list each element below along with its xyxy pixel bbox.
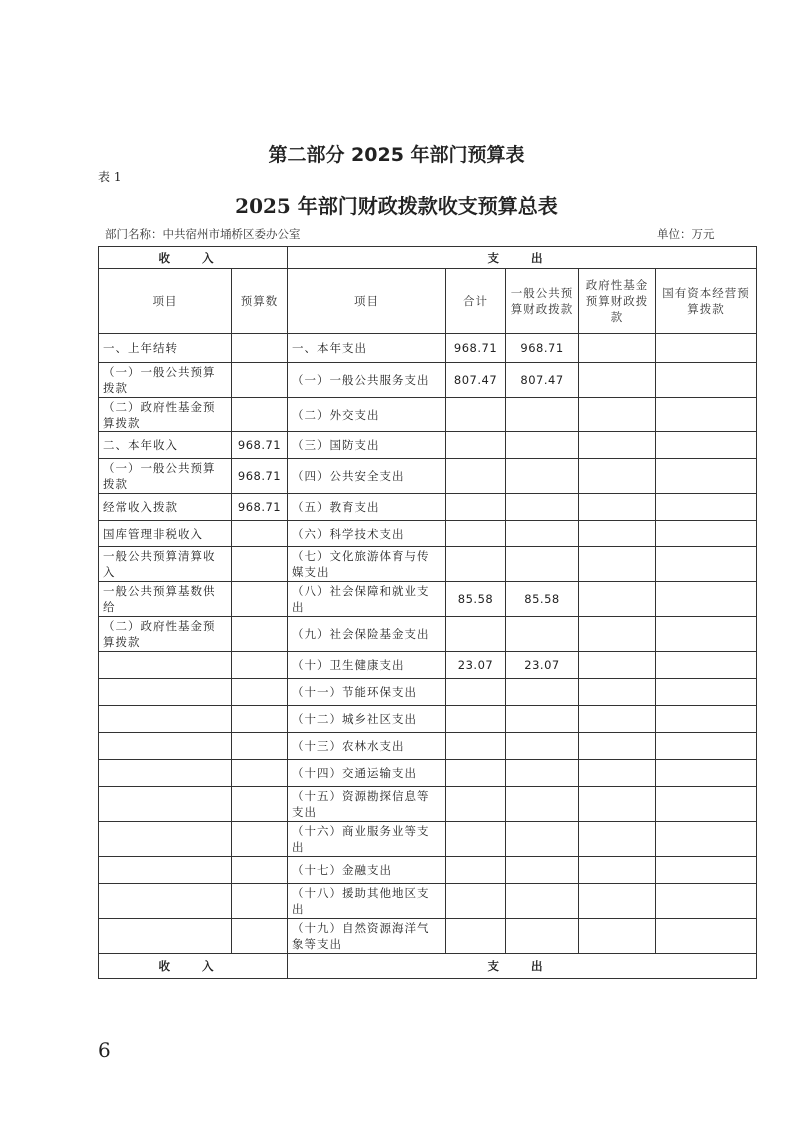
expense-item: （五）教育支出 xyxy=(288,494,446,521)
income-item xyxy=(99,919,232,954)
expense-item: 一、本年支出 xyxy=(288,334,446,363)
state-capital-amount xyxy=(656,652,757,679)
general-budget-amount xyxy=(506,432,579,459)
gov-fund-amount xyxy=(579,822,656,857)
col-general-budget: 一般公共预算财政拨款 xyxy=(506,269,579,334)
footer-row xyxy=(99,954,757,979)
income-item xyxy=(99,760,232,787)
gov-fund-amount xyxy=(579,652,656,679)
expense-item: （十七）金融支出 xyxy=(288,857,446,884)
table-row xyxy=(99,857,757,884)
state-capital-amount xyxy=(656,582,757,617)
general-budget-amount: 968.71 xyxy=(506,334,579,363)
total-amount xyxy=(446,919,506,954)
total-amount: 807.47 xyxy=(446,363,506,398)
gov-fund-amount xyxy=(579,884,656,919)
general-budget-amount xyxy=(506,521,579,547)
table-row xyxy=(99,582,757,617)
income-item xyxy=(99,857,232,884)
state-capital-amount xyxy=(656,857,757,884)
table-row xyxy=(99,432,757,459)
expense-item: （六）科学技术支出 xyxy=(288,521,446,547)
general-budget-amount xyxy=(506,787,579,822)
document-title: 2025 年部门财政拨款收支预算总表 xyxy=(235,194,558,218)
total-amount xyxy=(446,857,506,884)
expense-item: （十六）商业服务业等支出 xyxy=(288,822,446,857)
state-capital-amount xyxy=(656,760,757,787)
expense-header: 支 出 xyxy=(288,247,757,269)
part-title: 第二部分 2025 年部门预算表 xyxy=(268,144,525,166)
income-item xyxy=(99,679,232,706)
general-budget-amount xyxy=(506,706,579,733)
income-item xyxy=(99,652,232,679)
col-gov-fund: 政府性基金预算财政拨款 xyxy=(579,269,656,334)
total-amount: 968.71 xyxy=(446,334,506,363)
table-row xyxy=(99,459,757,494)
general-budget-amount xyxy=(506,733,579,760)
gov-fund-amount xyxy=(579,459,656,494)
income-item: 二、本年收入 xyxy=(99,432,232,459)
income-amount xyxy=(232,857,288,884)
state-capital-amount xyxy=(656,521,757,547)
income-amount xyxy=(232,398,288,432)
state-capital-amount xyxy=(656,363,757,398)
col-total: 合计 xyxy=(446,269,506,334)
income-amount: 968.71 xyxy=(232,459,288,494)
total-amount: 23.07 xyxy=(446,652,506,679)
general-budget-amount xyxy=(506,884,579,919)
table-row xyxy=(99,547,757,582)
income-amount xyxy=(232,706,288,733)
income-amount: 968.71 xyxy=(232,432,288,459)
table-row xyxy=(99,787,757,822)
total-amount xyxy=(446,547,506,582)
general-budget-amount xyxy=(506,547,579,582)
income-amount xyxy=(232,334,288,363)
income-amount xyxy=(232,733,288,760)
income-item: 国库管理非税收入 xyxy=(99,521,232,547)
gov-fund-amount xyxy=(579,733,656,760)
table-row xyxy=(99,494,757,521)
total-amount xyxy=(446,760,506,787)
unit-label: 单位：万元 xyxy=(657,227,715,241)
col-expense-item: 项目 xyxy=(288,269,446,334)
expense-item: （二）外交支出 xyxy=(288,398,446,432)
state-capital-amount xyxy=(656,679,757,706)
total-amount xyxy=(446,398,506,432)
general-budget-amount xyxy=(506,617,579,652)
expense-item: （十）卫生健康支出 xyxy=(288,652,446,679)
income-amount xyxy=(232,760,288,787)
total-amount xyxy=(446,432,506,459)
expense-item: （十八）援助其他地区支出 xyxy=(288,884,446,919)
general-budget-amount xyxy=(506,857,579,884)
income-footer: 收 入 xyxy=(99,954,288,979)
header-row xyxy=(99,247,757,269)
state-capital-amount xyxy=(656,617,757,652)
expense-item: （十九）自然资源海洋气象等支出 xyxy=(288,919,446,954)
col-income-amount: 预算数 xyxy=(232,269,288,334)
state-capital-amount xyxy=(656,494,757,521)
total-amount: 85.58 xyxy=(446,582,506,617)
income-item: （一）一般公共预算拨款 xyxy=(99,363,232,398)
income-amount xyxy=(232,787,288,822)
state-capital-amount xyxy=(656,432,757,459)
income-amount xyxy=(232,652,288,679)
income-item: 一、上年结转 xyxy=(99,334,232,363)
general-budget-amount: 85.58 xyxy=(506,582,579,617)
income-amount xyxy=(232,521,288,547)
total-amount xyxy=(446,494,506,521)
col-state-capital: 国有资本经营预算拨款 xyxy=(656,269,757,334)
general-budget-amount xyxy=(506,822,579,857)
state-capital-amount xyxy=(656,547,757,582)
table-row xyxy=(99,617,757,652)
general-budget-amount: 23.07 xyxy=(506,652,579,679)
total-amount xyxy=(446,787,506,822)
expense-item: （十一）节能环保支出 xyxy=(288,679,446,706)
income-header: 收 入 xyxy=(99,247,288,269)
expense-item: （十三）农林水支出 xyxy=(288,733,446,760)
income-item: 一般公共预算基数供给 xyxy=(99,582,232,617)
total-amount xyxy=(446,459,506,494)
gov-fund-amount xyxy=(579,787,656,822)
gov-fund-amount xyxy=(579,432,656,459)
expense-item: （十四）交通运输支出 xyxy=(288,760,446,787)
table-row xyxy=(99,363,757,398)
col-income-item: 项目 xyxy=(99,269,232,334)
gov-fund-amount xyxy=(579,582,656,617)
table-row xyxy=(99,398,757,432)
income-amount xyxy=(232,547,288,582)
general-budget-amount xyxy=(506,760,579,787)
total-amount xyxy=(446,884,506,919)
expense-footer: 支 出 xyxy=(288,954,757,979)
state-capital-amount xyxy=(656,884,757,919)
expense-item: （十二）城乡社区支出 xyxy=(288,706,446,733)
gov-fund-amount xyxy=(579,760,656,787)
total-amount xyxy=(446,733,506,760)
total-amount xyxy=(446,617,506,652)
gov-fund-amount xyxy=(579,494,656,521)
gov-fund-amount xyxy=(579,398,656,432)
state-capital-amount xyxy=(656,919,757,954)
table-row xyxy=(99,706,757,733)
general-budget-amount xyxy=(506,494,579,521)
income-amount: 968.71 xyxy=(232,494,288,521)
department-name: 部门名称：中共宿州市埇桥区委办公室 xyxy=(105,227,301,241)
general-budget-amount xyxy=(506,459,579,494)
table-number: 表 1 xyxy=(98,170,122,184)
table-row xyxy=(99,884,757,919)
total-amount xyxy=(446,521,506,547)
table-row xyxy=(99,521,757,547)
gov-fund-amount xyxy=(579,857,656,884)
income-amount xyxy=(232,582,288,617)
gov-fund-amount xyxy=(579,617,656,652)
total-amount xyxy=(446,822,506,857)
table-row xyxy=(99,760,757,787)
expense-item: （九）社会保险基金支出 xyxy=(288,617,446,652)
table-row xyxy=(99,334,757,363)
expense-item: （十五）资源勘探信息等支出 xyxy=(288,787,446,822)
income-item xyxy=(99,706,232,733)
state-capital-amount xyxy=(656,398,757,432)
income-item: （二）政府性基金预算拨款 xyxy=(99,617,232,652)
column-header-row xyxy=(99,269,757,334)
general-budget-amount: 807.47 xyxy=(506,363,579,398)
income-item xyxy=(99,822,232,857)
income-item: 一般公共预算清算收入 xyxy=(99,547,232,582)
expense-item: （四）公共安全支出 xyxy=(288,459,446,494)
expense-item: （七）文化旅游体育与传媒支出 xyxy=(288,547,446,582)
state-capital-amount xyxy=(656,733,757,760)
income-amount xyxy=(232,363,288,398)
state-capital-amount xyxy=(656,787,757,822)
gov-fund-amount xyxy=(579,334,656,363)
income-item: 经常收入拨款 xyxy=(99,494,232,521)
income-amount xyxy=(232,822,288,857)
gov-fund-amount xyxy=(579,679,656,706)
gov-fund-amount xyxy=(579,919,656,954)
table-row xyxy=(99,822,757,857)
income-amount xyxy=(232,617,288,652)
state-capital-amount xyxy=(656,459,757,494)
expense-item: （三）国防支出 xyxy=(288,432,446,459)
state-capital-amount xyxy=(656,822,757,857)
table-row xyxy=(99,733,757,760)
state-capital-amount xyxy=(656,334,757,363)
expense-item: （八）社会保障和就业支出 xyxy=(288,582,446,617)
income-item: （二）政府性基金预算拨款 xyxy=(99,398,232,432)
general-budget-amount xyxy=(506,398,579,432)
income-item: （一）一般公共预算拨款 xyxy=(99,459,232,494)
income-amount xyxy=(232,919,288,954)
general-budget-amount xyxy=(506,679,579,706)
table-row xyxy=(99,679,757,706)
gov-fund-amount xyxy=(579,363,656,398)
total-amount xyxy=(446,706,506,733)
general-budget-amount xyxy=(506,919,579,954)
page-number: 6 xyxy=(98,1038,111,1062)
state-capital-amount xyxy=(656,706,757,733)
gov-fund-amount xyxy=(579,521,656,547)
income-item xyxy=(99,884,232,919)
total-amount xyxy=(446,679,506,706)
gov-fund-amount xyxy=(579,706,656,733)
table-row xyxy=(99,919,757,954)
income-item xyxy=(99,733,232,760)
table-row xyxy=(99,652,757,679)
income-amount xyxy=(232,679,288,706)
budget-summary-table xyxy=(98,246,757,979)
gov-fund-amount xyxy=(579,547,656,582)
income-item xyxy=(99,787,232,822)
expense-item: （一）一般公共服务支出 xyxy=(288,363,446,398)
income-amount xyxy=(232,884,288,919)
